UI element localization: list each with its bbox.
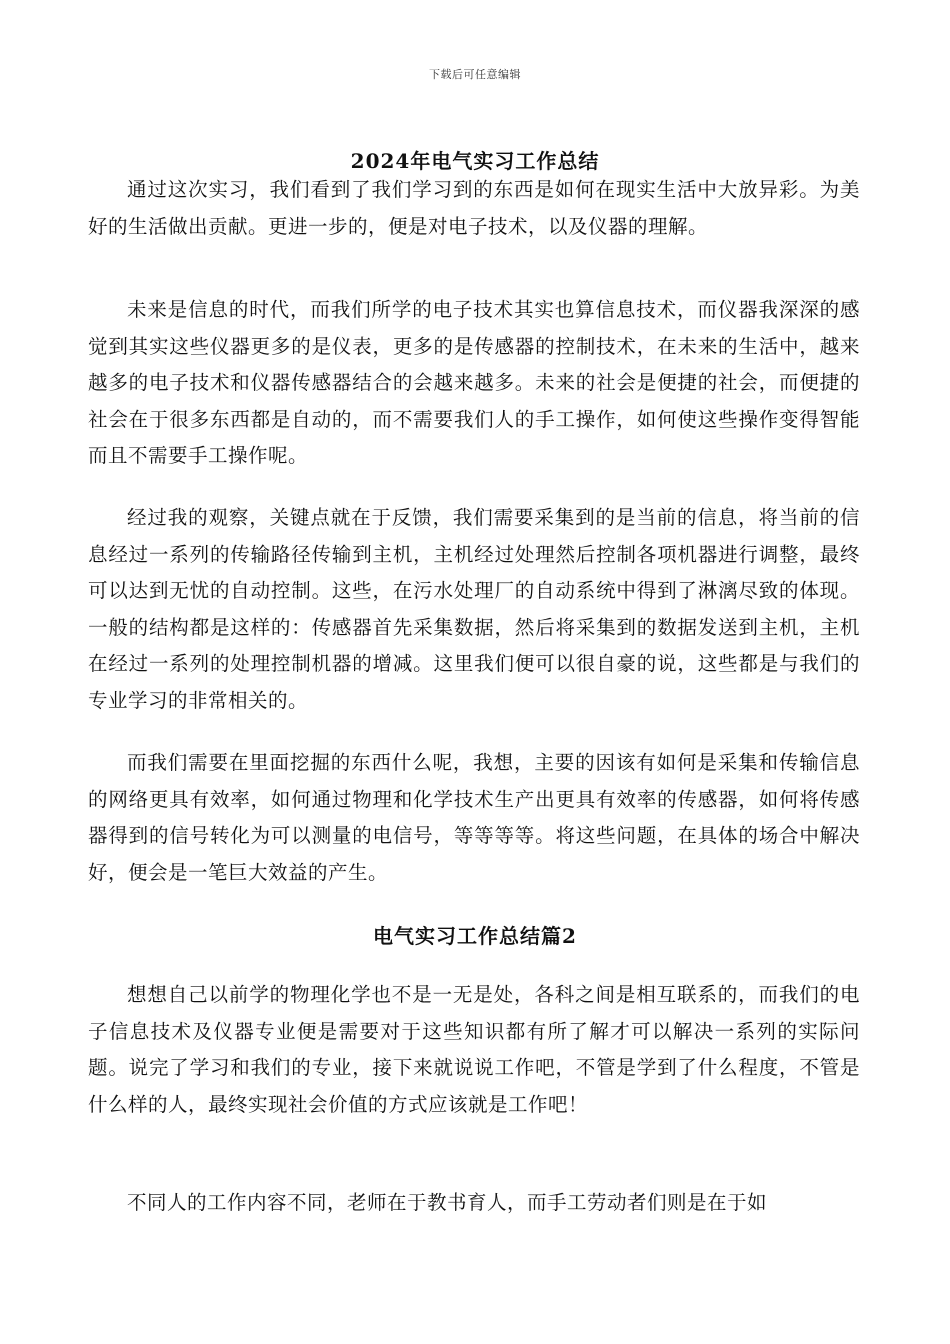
paragraph: 而我们需要在里面挖掘的东西什么呢，我想，主要的因该有如何是采集和传输信息的网络更具有效率，如何通过物理和化学技术生产出更具有效率的传感器，如何将传感器得到的信号转化为可以测量的电信号，等等等等。将这些问题，在具体的场合中解决好，便会是一笔巨大效益的产生。 xyxy=(88,751,860,884)
document-title: 2024年电气实习工作总结 xyxy=(350,149,600,173)
section-title: 电气实习工作总结篇2 xyxy=(373,924,577,948)
paragraph: 不同人的工作内容不同，老师在于教书育人，而手工劳动者们则是在于如 xyxy=(127,1191,768,1214)
paragraph: 经过我的观察，关键点就在于反馈，我们需要采集到的是当前的信息，将当前的信息经过一系列的传输路径传输到主机，主机经过处理然后控制各项机器进行调整，最终可以达到无忧的自动控制。这些，在污水处理厂的自动系统中得到了淋漓尽致的体现。一般的结构都是这样的：传感器首先采集数据，然后将采集到的数据发送到主机，主机在经过一系列的处理控制机器的增减。这里我们便可以很自豪的说，这些都是与我们的专业学习的非常相关的。 xyxy=(88,506,860,712)
paragraph: 通过这次实习，我们看到了我们学习到的东西是如何在现实生活中大放异彩。为美好的生活做出贡献。更进一步的，便是对电子技术，以及仪器的理解。 xyxy=(88,178,860,238)
header-note: 下载后可任意编辑 xyxy=(429,68,521,81)
paragraph: 未来是信息的时代，而我们所学的电子技术其实也算信息技术，而仪器我深深的感觉到其实这些仪器更多的是仪表，更多的是传感器的控制技术，在未来的生活中，越来越多的电子技术和仪器传感器结合的会越来越多。未来的社会是便捷的社会，而便捷的社会在于很多东西都是自动的，而不需要我们人的手工操作，如何使这些操作变得智能而且不需要手工操作呢。 xyxy=(88,298,860,467)
paragraph: 想想自己以前学的物理化学也不是一无是处，各科之间是相互联系的，而我们的电子信息技术及仪器专业便是需要对于这些知识都有所了解才可以解决一系列的实际问题。说完了学习和我们的专业，接下来就说说工作吧，不管是学到了什么程度，不管是什么样的人，最终实现社会价值的方式应该就是工作吧！ xyxy=(88,983,860,1116)
